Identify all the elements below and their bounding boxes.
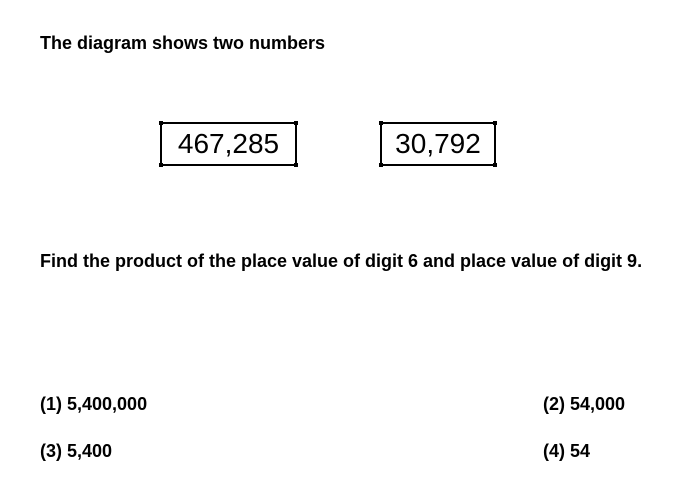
- box-corner-mark: [493, 163, 497, 167]
- box-corner-mark: [379, 121, 383, 125]
- number-box-first: [160, 122, 297, 166]
- answer-option-4[interactable]: (4) 54: [543, 441, 591, 461]
- answer-option-3[interactable]: (3) 5,400: [40, 441, 113, 461]
- number-box-second: [380, 122, 496, 166]
- intro-text: The diagram shows two numbers: [40, 33, 326, 53]
- box-corner-mark: [294, 121, 298, 125]
- answer-option-2[interactable]: (2) 54,000: [543, 394, 626, 414]
- number-value-first: 467,285: [177, 128, 280, 159]
- answer-option-1[interactable]: (1) 5,400,000: [40, 394, 148, 414]
- box-corner-mark: [379, 163, 383, 167]
- box-corner-mark: [493, 121, 497, 125]
- box-corner-mark: [294, 163, 298, 167]
- question-text: Find the product of the place value of digit 6 and place value of digit 9.: [40, 251, 643, 271]
- box-corner-mark: [159, 163, 163, 167]
- number-value-second: 30,792: [395, 128, 481, 159]
- box-corner-mark: [159, 121, 163, 125]
